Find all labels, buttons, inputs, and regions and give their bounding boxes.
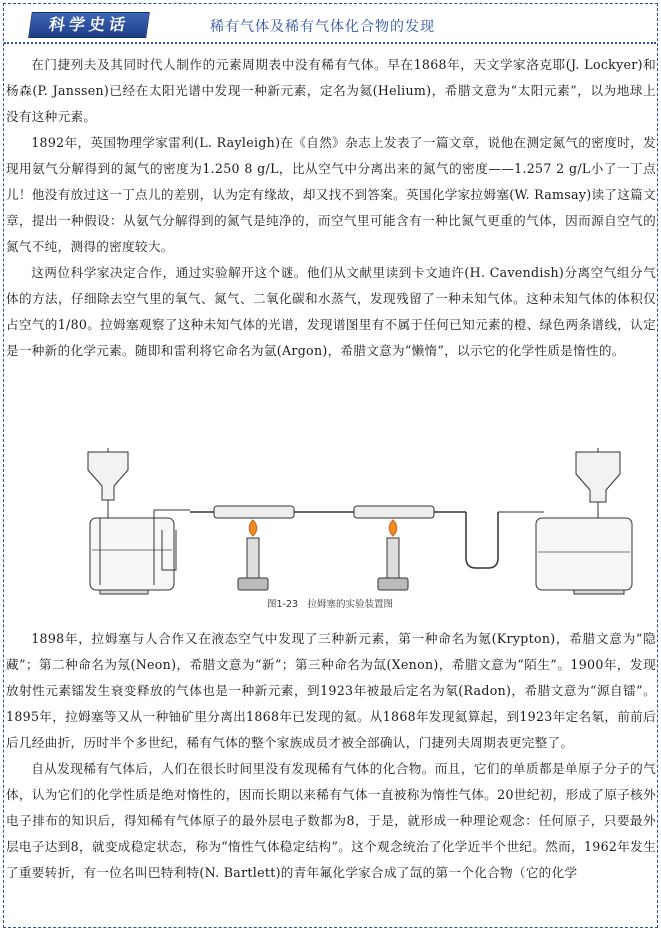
ramsay-apparatus-figure <box>4 440 656 622</box>
paragraph: 这两位科学家决定合作，通过实验解开这个谜。他们从文献里读到卡文迪许(H. Cavendish)分离空气组分气体的方法，仔细除去空气里的氧气、氮气、二氧化碳和水蒸气，发现残留了一种未知气体。这种未知气体的体积仅占空气的1/80。拉姆塞观察了这种未知气体的光谱，发现谱图里有不属于任何已知元素的橙、绿色两条谱线，认定是一种新的化学元素。随即和雷利将它命名为氩(Argon)，希腊文意为“懒惰”，以示它的化学性质是惰性的。 <box>6 265 656 358</box>
section-badge: 科学史话 <box>28 12 150 38</box>
section-header <box>4 4 656 44</box>
paragraph: 1892年，英国物理学家雷利(L. Rayleigh)在《自然》杂志上发表了一篇文章，说他在测定氮气的密度时，发现用氨气分解得到的氮气的密度为1.250 8 g/L，比从空气中分离出来的氮气的密度——1.257 2 g/L小了一丁点儿！他没有放过这一丁点儿的差别，认为定有缘故，却又找不到答案。英国化学家拉姆塞(W. Ramsay)读了这篇文章，提出一种假设：从氨气分解得到的氮气是纯净的，而空气里可能含有一种比氮气更重的气体，因而源自空气的氮气不纯，测得的密度较大。 <box>6 135 656 254</box>
body-text-top <box>6 52 656 364</box>
section-title: 稀有气体及稀有气体化合物的发现 <box>210 19 435 35</box>
body-text-bottom <box>6 626 656 886</box>
page <box>3 3 658 928</box>
paragraph: 在门捷列夫及其同时代人制作的元素周期表中没有稀有气体。早在1868年，天文学家洛克耶(J. Lockyer)和杨森(P. Janssen)已经在太阳光谱中发现一种新元素，定名为氦(Helium)，希腊文意为“太阳元素”，以为地球上没有这种元素。 <box>6 57 656 124</box>
paragraph: 自从发现稀有气体后，人们在很长时间里没有发现稀有气体的化合物。而且，它们的单质都是单原子分子的气体，认为它们的化学性质是绝对惰性的，因而长期以来稀有气体一直被称为惰性气体。20世纪初，形成了原子核外电子排布的知识后，得知稀有气体原子的最外层电子数都为8，于是，就形成一种理论观念：任何原子，只要最外层电子达到8，就变成稳定状态，称为“惰性气体稳定结构”。这个观念统治了化学近半个世纪。然而，1962年发生了重要转折，有一位名叫巴特利特(N. Bartlett)的青年氟化学家合成了氙的第一个化合物（它的化学 <box>6 761 656 880</box>
paragraph: 1898年，拉姆塞与人合作又在液态空气中发现了三种新元素，第一种命名为氪(Krypton)，希腊文意为“隐藏”；第二种命名为氖(Neon)，希腊文意为“新”；第三种命名为氙(Xenon)，希腊文意为“陌生”。1900年，发现放射性元素镭发生衰变释放的气体也是一种新元素，到1923年被最后定名为氡(Radon)，希腊文意为“源自镭”。1895年，拉姆塞等又从一种铀矿里分离出1868年已发现的氦。从1868年发现氦算起，到1923年定名氡，前前后后几经曲折，历时半个多世纪，稀有气体的整个家族成员才被全部确认，门捷列夫周期表更完整了。 <box>6 631 656 750</box>
figure-caption: 图1-23 拉姆塞的实验装置图 <box>266 599 394 610</box>
apparatus-illustration <box>4 440 656 600</box>
